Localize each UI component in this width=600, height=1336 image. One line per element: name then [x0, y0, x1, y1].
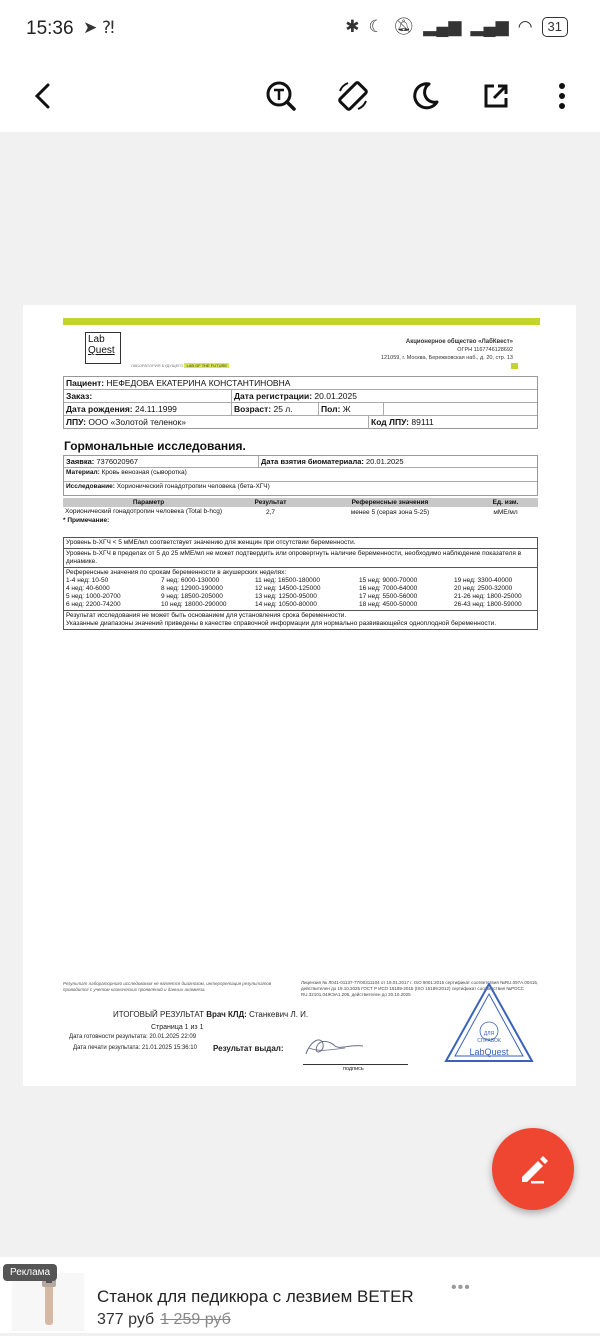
week-item: 9 нед: 18500-205000 [161, 593, 223, 600]
reg-label: Дата регистрации: [234, 391, 313, 401]
issued-label: Результат выдал: [213, 1044, 284, 1053]
logo-line1: Lab [88, 334, 105, 345]
week-item: 6 нед: 2200-74200 [66, 601, 121, 608]
ad-price: 377 руб [97, 1311, 155, 1328]
reg-date: 20.01.2025 [314, 391, 357, 401]
notes-final [64, 611, 537, 629]
lpu-label: ЛПУ: [66, 417, 86, 427]
rotate-screen-icon [336, 79, 370, 113]
doctor-name: Станкевич Л. И. [249, 1010, 309, 1019]
week-item: 5 нед: 1000-20700 [66, 593, 121, 600]
param-unit: мМЕ/мл [493, 508, 518, 516]
ad-old-price: 1 259 руб [160, 1311, 231, 1328]
ready-date: Дата готовности результата: 20.01.2025 22:09 [69, 1034, 197, 1040]
moon-icon [409, 80, 441, 112]
final-result-line [113, 1010, 308, 1019]
header-accent-bar [63, 318, 540, 325]
pencil-icon [515, 1151, 551, 1187]
company-ogrn: ОГРН 1167746128692 [457, 347, 513, 353]
external-link-icon [481, 81, 511, 111]
material-value: Кровь венозная (сыворотка) [101, 469, 187, 476]
signature-line [303, 1064, 408, 1065]
more-vertical-icon [558, 82, 566, 110]
labquest-logo [85, 332, 121, 364]
text-search-button[interactable] [259, 74, 303, 118]
night-mode-button[interactable] [403, 74, 447, 118]
sample-date: 20.01.2025 [365, 457, 404, 466]
ad-title[interactable]: Станок для педикюра с лезвием BETER [97, 1287, 414, 1306]
stamp-icon [443, 981, 535, 1065]
week-item: 14 нед: 10500-80000 [255, 601, 317, 608]
sample-date-label: Дата взятия биоматериала: [261, 457, 364, 466]
request-label: Заявка: [66, 457, 95, 466]
logo-line2: Quest [88, 345, 115, 356]
ad-more-button[interactable]: ••• [451, 1279, 471, 1296]
week-item: 4 нед: 40-6000 [66, 585, 110, 592]
birth-label: Дата рождения: [66, 404, 133, 414]
param-row [63, 507, 538, 517]
params-header [63, 498, 538, 507]
page-number: Страница 1 из 1 [151, 1024, 204, 1031]
do-not-disturb-icon: ☾ [368, 17, 384, 36]
week-item: 11 нед: 16500-180000 [255, 577, 320, 584]
bell-off-icon: 🔕︎ [392, 17, 415, 36]
open-external-button[interactable] [474, 74, 518, 118]
note-2: Уровень b-ХГЧ в пределах от 5 до 25 мМЕ/мл не может подтвердить или опровергнуть наличие беременности, необходимо наблюдение показателя в динамике. [64, 549, 537, 568]
signature-image [301, 1032, 371, 1060]
notes-box [63, 537, 538, 630]
ad-badge: Реклама [3, 1264, 57, 1281]
week-item: 13 нед: 12500-95000 [255, 593, 317, 600]
pedicure-tool-icon [12, 1273, 84, 1331]
wifi-icon: ◠ [517, 17, 533, 36]
stamp-brand: LabQuest [469, 1047, 509, 1057]
weeks-block [64, 568, 537, 611]
week-item: 12 нед: 14500-125000 [255, 585, 321, 592]
note-1: Уровень b-ХГЧ < 5 мМЕ/мл соответствует значению для женщин при отсутствии беременности. [64, 538, 537, 549]
signature-label: подпись [343, 1066, 364, 1072]
param-reference: менее 5 (серая зона 5-25) [350, 508, 430, 516]
week-item: 18 нед: 4500-50000 [359, 601, 418, 608]
sex-label: Пол: [321, 404, 341, 414]
edit-button[interactable] [492, 1128, 574, 1210]
viewer-toolbar [0, 60, 600, 132]
patient-table [63, 376, 538, 429]
ad-banner[interactable] [0, 1257, 600, 1333]
accent-square [511, 363, 518, 369]
note-3: Результат исследования не может быть основанием для установления срока беременности. [66, 612, 347, 619]
study-label: Исследование: [66, 483, 115, 490]
ad-product-image[interactable] [12, 1273, 84, 1331]
patient-name: НЕФЕДОВА ЕКАТЕРИНА КОНСТАНТИНОВНА [106, 378, 291, 388]
header-param: Параметр [132, 499, 165, 506]
logo-subtitle [131, 363, 229, 368]
back-button[interactable] [21, 74, 65, 118]
header-unit: Ед. изм. [492, 499, 519, 506]
weeks-grid [66, 577, 535, 609]
param-result: 2,7 [265, 508, 276, 516]
weeks-title: Референсные значения по срокам беременности в акушерских неделях: [66, 569, 287, 576]
note-4: Указанные диапазоны значений приведены в качестве справочной информации для нормально развивающейся одноплодной беременности. [66, 620, 497, 627]
status-time: 15:36 [26, 18, 74, 39]
lpu-code: 89111 [411, 417, 434, 427]
study-value: Хорионический гонадотропин человека (бета-ХГЧ) [116, 483, 270, 490]
stamp-text-2: СПРАВОК [477, 1038, 501, 1044]
week-item: 17 нед: 5500-56000 [359, 593, 418, 600]
company-address: 121059, г. Москва, Бережковская наб., д. 20, стр. 13 [380, 355, 513, 361]
company-info [381, 338, 513, 362]
header-result: Результат [254, 499, 287, 506]
week-item: 8 нед: 12900-190000 [161, 585, 223, 592]
doctor-label: Врач КЛД: [206, 1010, 247, 1019]
status-icons [345, 17, 568, 37]
param-name: Хорионический гонадотропин человека (Total b-hcg) [65, 508, 222, 515]
logo-sub-text: ЛАБОРАТОРИЯ БУДУЩЕГО [131, 363, 184, 368]
rotate-button[interactable] [331, 74, 375, 118]
params-table [63, 498, 538, 524]
company-name: Акционерное общество «ЛабКвест» [405, 339, 513, 345]
section-title: Гормональные исследования. [64, 439, 246, 453]
week-item: 15 нед: 9000-70000 [359, 577, 418, 584]
patient-label: Пациент: [66, 378, 105, 388]
week-item: 1-4 нед: 10-50 [66, 577, 109, 584]
week-item: 16 нед: 7000-64000 [359, 585, 418, 592]
week-item: 26-43 нед: 1800-59000 [454, 601, 522, 608]
battery-icon: 31 [542, 17, 568, 37]
document-page [23, 305, 576, 1086]
week-item: 10 нед: 18000-290000 [161, 601, 227, 608]
lpu-code-label: Код ЛПУ: [371, 417, 410, 427]
note-label: * Примечание: [63, 517, 110, 524]
material-label: Материал: [66, 469, 100, 476]
week-item: 21-26 нед: 1800-25000 [454, 593, 522, 600]
status-bar [0, 0, 600, 60]
week-item: 20 нед: 2500-32000 [454, 585, 513, 592]
age-label: Возраст: [234, 404, 272, 414]
signal-icon-2: ▂▄▆ [470, 17, 509, 36]
request-table [63, 455, 538, 496]
sex-value: Ж [342, 404, 351, 414]
text-search-icon [264, 79, 298, 113]
request-number: 7376020967 [96, 457, 139, 466]
ad-price-block [97, 1311, 231, 1329]
header-reference: Референсные значения [351, 499, 429, 506]
final-result-label: ИТОГОВЫЙ РЕЗУЛЬТАТ [113, 1010, 204, 1019]
lpu-value: ООО «Золотой теленок» [88, 417, 186, 427]
stamp-text-1: ДЛЯ [483, 1031, 495, 1037]
disclaimer: Результат лабораторного исследования не является диагнозом, интерпретация результатов проводится с учетом клинических проявлений и данных анамнеза. [63, 981, 272, 992]
chevron-left-icon [33, 82, 53, 110]
logo-sub-highlight: LAB OF THE FUTURE [186, 363, 228, 368]
more-button[interactable] [540, 74, 584, 118]
bluetooth-icon: ✱ [345, 17, 360, 36]
week-item: 7 нед: 6000-130000 [161, 577, 220, 584]
telegram-icon: ➤ ⁈ [83, 18, 115, 37]
order-label: Заказ: [66, 391, 93, 401]
week-item: 19 нед: 3300-40000 [454, 577, 513, 584]
age-value: 25 л. [273, 404, 293, 414]
birth-date: 24.11.1999 [134, 404, 177, 414]
print-date: Дата печати результата: 21.01.2025 15:36:10 [73, 1045, 197, 1051]
license-info: Лицензия № Л041-01137-77/00311104 от 19.01.2017 г. ISO 9001:2015 сертификат соответствия №RU.097А.00415, действителен до 19.10.2025 ГОСТ Р ИСО 15189-2015 (ISO 15189:2012) сертификат соответствия №РОСС RU.32101.04ЖЭА1.206, действителен до 20.10.2025 [301, 980, 539, 997]
signal-icon: ▂▄▆ [423, 17, 462, 36]
